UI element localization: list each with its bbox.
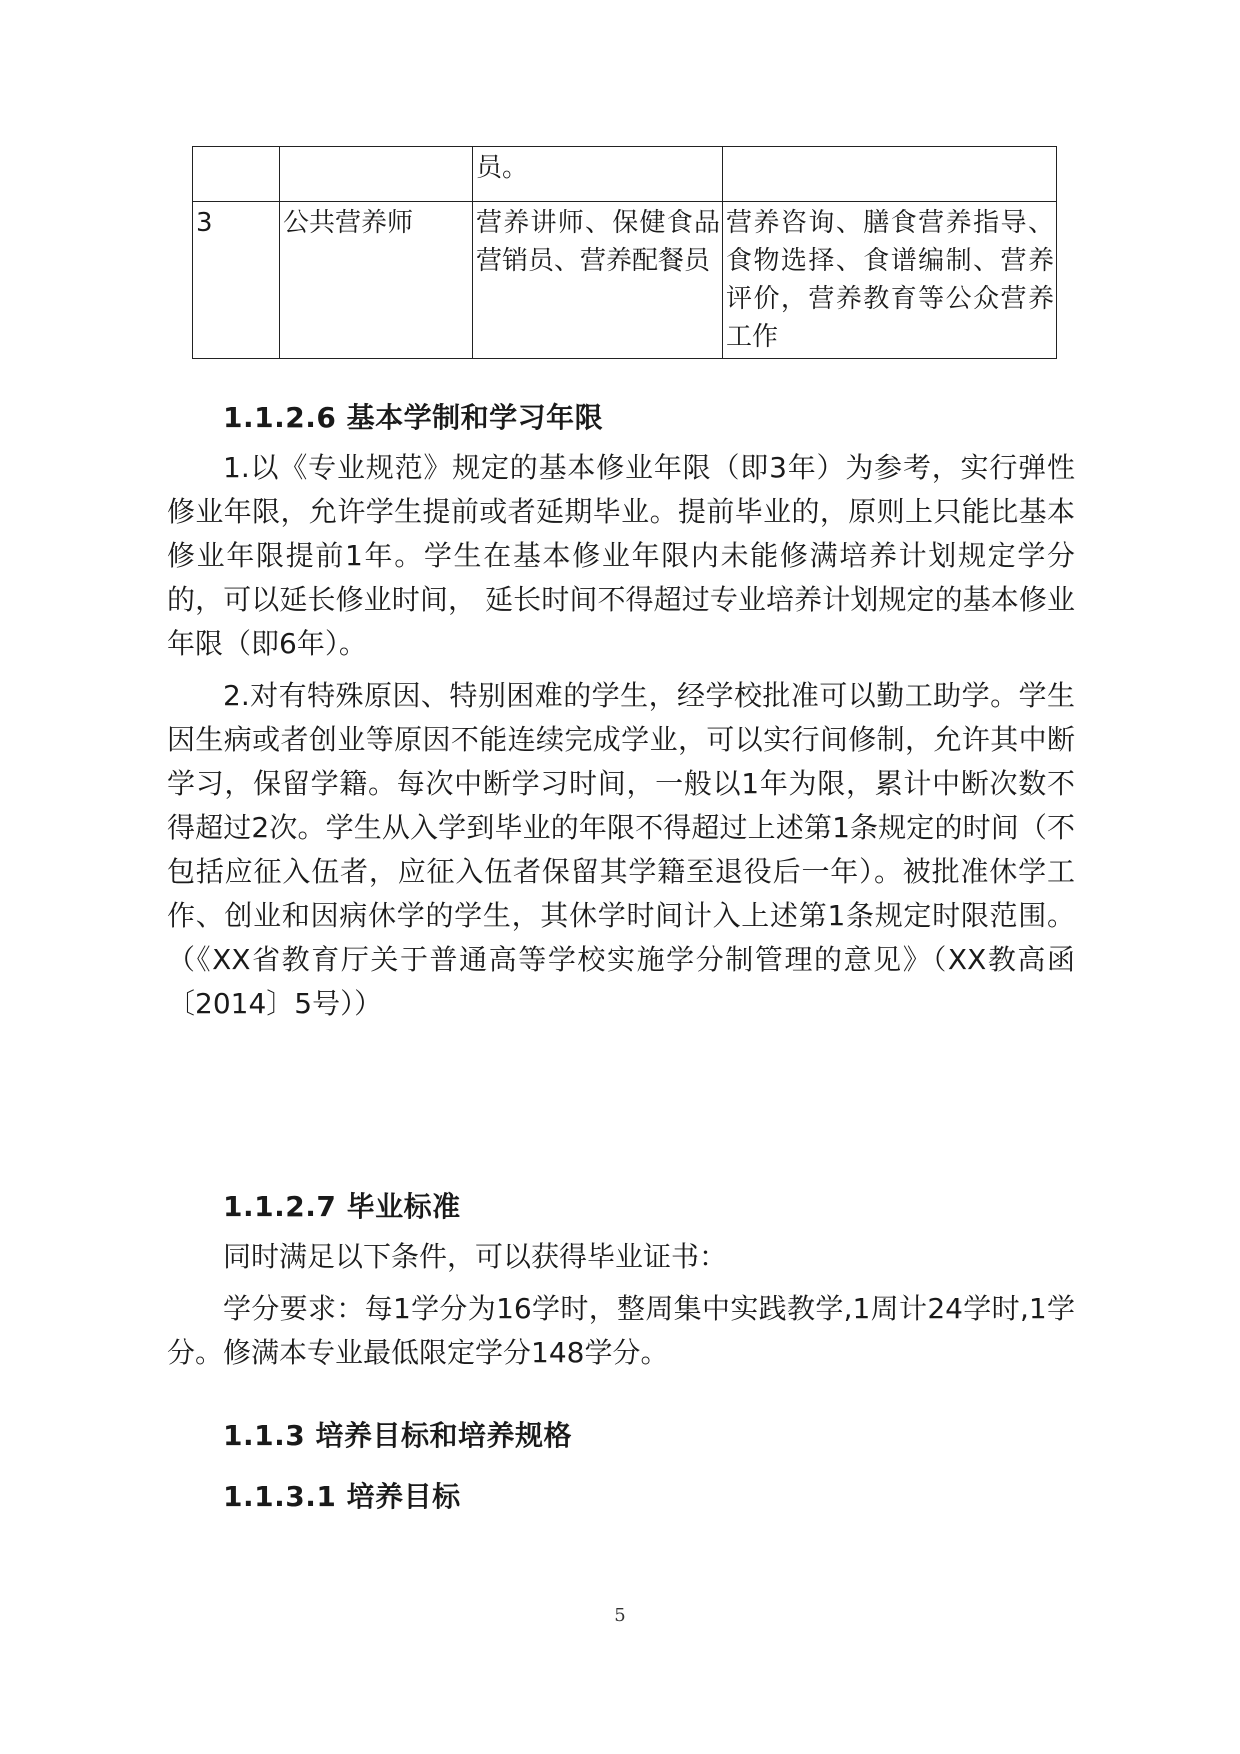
table-cell-index: 3	[193, 202, 280, 359]
section-heading-1126: 1.1.2.6 基本学制和学习年限	[223, 401, 604, 434]
table-row	[193, 202, 1057, 359]
page-number: 5	[614, 1605, 626, 1626]
table-cell-job-duties: 营养咨询、膳食营养指导、食物选择、食谱编制、营养评价，营养教育等公众营养工作	[723, 202, 1057, 359]
section-heading-113: 1.1.3 培养目标和培养规格	[223, 1419, 572, 1452]
paragraph: 同时满足以下条件，可以获得毕业证书：	[223, 1240, 728, 1273]
table-cell-related-positions: 营养讲师、保健食品营销员、营养配餐员	[473, 202, 723, 359]
job-table	[192, 146, 1057, 359]
section-body-1127	[167, 1235, 1075, 1375]
table-cell: 员。	[473, 147, 723, 202]
section-body-1126	[167, 446, 1075, 1026]
paragraph: 2.对有特殊原因、特别困难的学生，经学校批准可以勤工助学。学生因生病或者创业等原因不能连续完成学业，可以实行间修制，允许其中断学习，保留学籍。每次中断学习时间，一般以1年为限，累计中断次数不得超过2次。学生从入学到毕业的年限不得超过上述第1条规定的时间（不包括应征入伍者，应征入伍者保留其学籍至退役后一年）。被批准休学工作、创业和因病休学的学生，其休学时间计入上述第1条规定时限范围。（《XX省教育厅关于普通高等学校实施学分制管理的意见》（XX教高函〔2014〕5号））	[167, 679, 1075, 1020]
table-cell	[193, 147, 280, 202]
section-heading-1127: 1.1.2.7 毕业标准	[223, 1190, 461, 1223]
table-cell-job-title: 公共营养师	[280, 202, 473, 359]
section-heading-1131: 1.1.3.1 培养目标	[223, 1480, 461, 1513]
paragraph: 1.以《专业规范》规定的基本修业年限（即3年）为参考，实行弹性修业年限，允许学生提前或者延期毕业。提前毕业的，原则上只能比基本修业年限提前1年。学生在基本修业年限内未能修满培养计划规定学分的，可以延长修业时间， 延长时间不得超过专业培养计划规定的基本修业年限（即6年）。	[167, 451, 1075, 660]
table-cell	[280, 147, 473, 202]
table-cell	[723, 147, 1057, 202]
paragraph: 学分要求：每1学分为16学时，整周集中实践教学,1周计24学时,1学分。修满本专业最低限定学分148学分。	[167, 1292, 1075, 1369]
table-row	[193, 147, 1057, 202]
